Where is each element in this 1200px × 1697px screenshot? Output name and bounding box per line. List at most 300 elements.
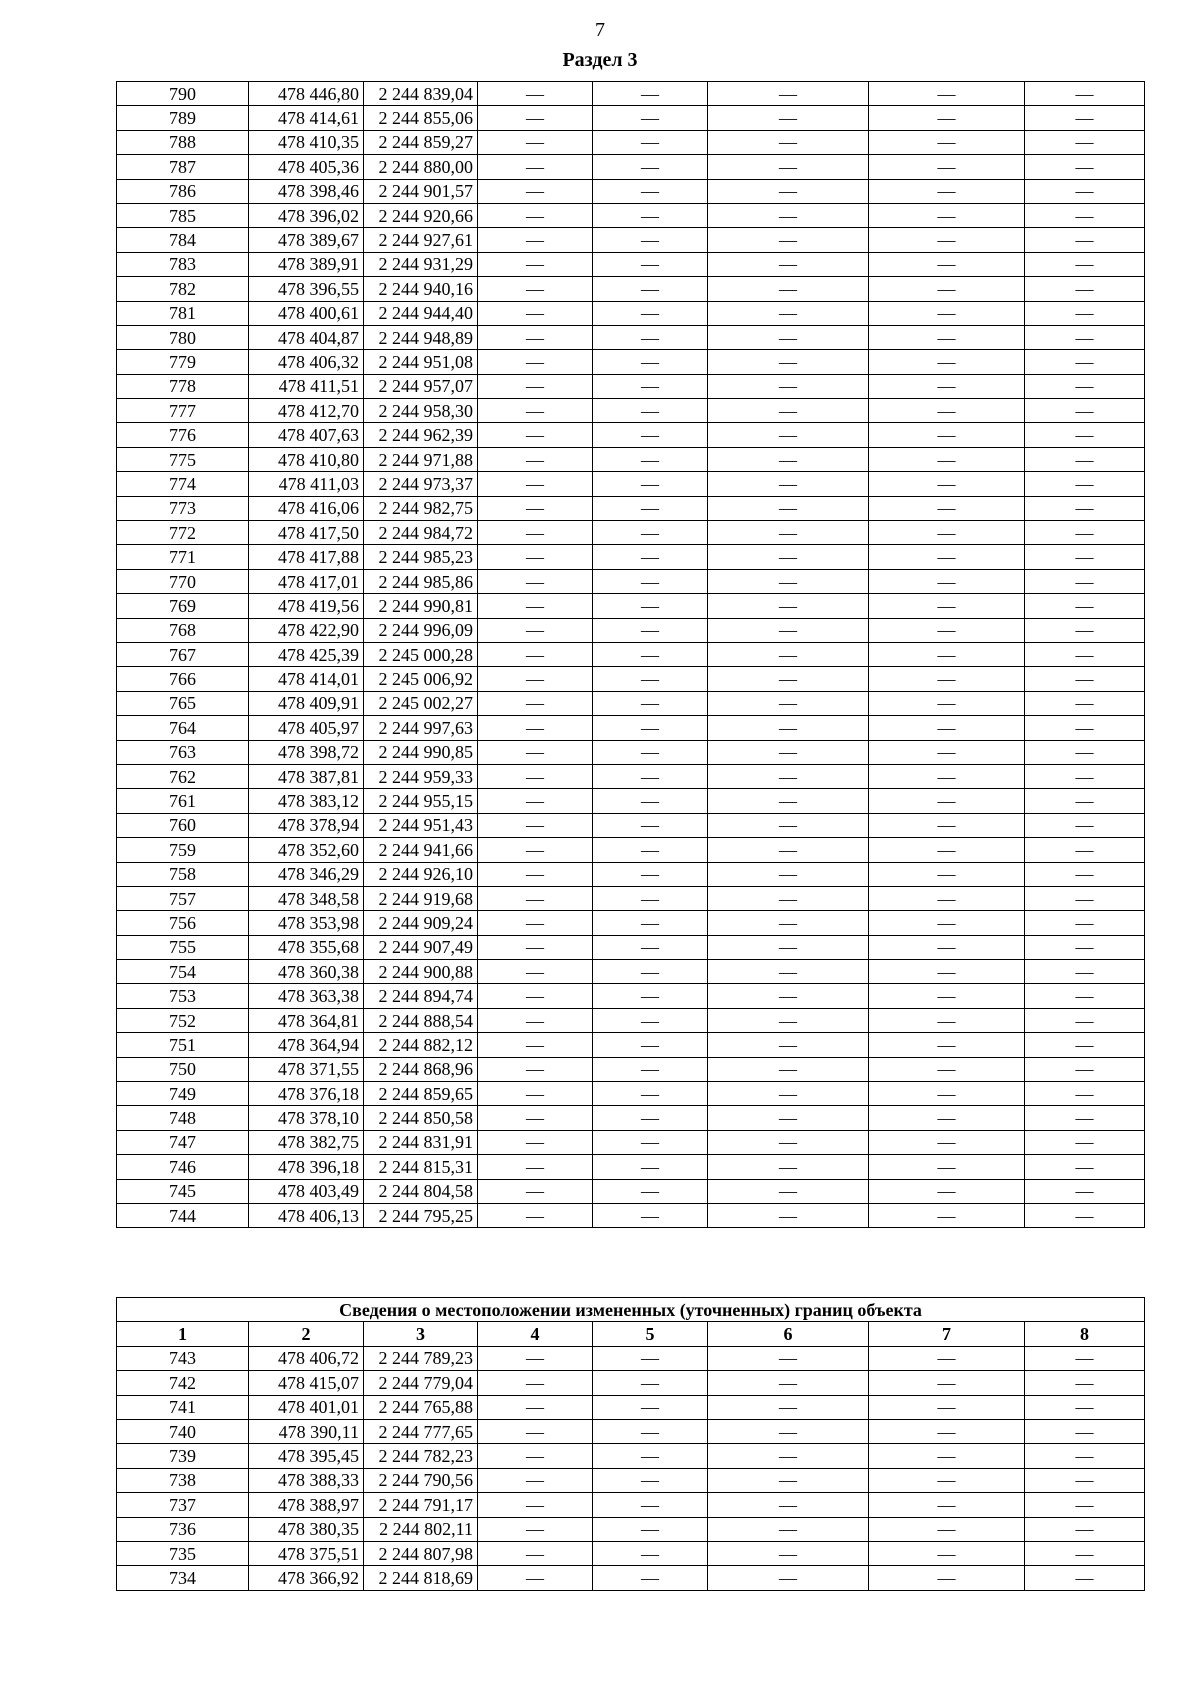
table-row	[117, 1082, 1145, 1106]
empty-value-cell: —	[1025, 716, 1145, 740]
point-number-cell: 755	[117, 935, 249, 959]
y-coordinate-cell: 2 244 882,12	[364, 1033, 478, 1057]
empty-value-cell: —	[869, 911, 1025, 935]
empty-value-cell: —	[869, 472, 1025, 496]
empty-value-cell: —	[593, 545, 708, 569]
empty-value-cell: —	[1025, 374, 1145, 398]
table-row	[117, 1493, 1145, 1517]
x-coordinate-cell: 478 396,02	[249, 203, 364, 227]
empty-value-cell: —	[593, 1541, 708, 1565]
empty-value-cell: —	[593, 325, 708, 349]
empty-value-cell: —	[478, 1033, 593, 1057]
x-coordinate-cell: 478 378,10	[249, 1106, 364, 1130]
empty-value-cell: —	[708, 1033, 869, 1057]
y-coordinate-cell: 2 244 791,17	[364, 1493, 478, 1517]
point-number-cell: 771	[117, 545, 249, 569]
x-coordinate-cell: 478 348,58	[249, 886, 364, 910]
empty-value-cell: —	[708, 740, 869, 764]
point-number-cell: 773	[117, 496, 249, 520]
empty-value-cell: —	[708, 1106, 869, 1130]
y-coordinate-cell: 2 244 984,72	[364, 521, 478, 545]
table-row	[117, 203, 1145, 227]
empty-value-cell: —	[478, 228, 593, 252]
empty-value-cell: —	[869, 1179, 1025, 1203]
x-coordinate-cell: 478 380,35	[249, 1517, 364, 1541]
empty-value-cell: —	[869, 423, 1025, 447]
empty-value-cell: —	[1025, 838, 1145, 862]
empty-value-cell: —	[869, 521, 1025, 545]
empty-value-cell: —	[869, 642, 1025, 666]
point-number-cell: 761	[117, 789, 249, 813]
empty-value-cell: —	[708, 228, 869, 252]
empty-value-cell: —	[593, 569, 708, 593]
point-number-cell: 748	[117, 1106, 249, 1130]
empty-value-cell: —	[1025, 155, 1145, 179]
point-number-cell: 734	[117, 1566, 249, 1590]
empty-value-cell: —	[1025, 228, 1145, 252]
point-number-cell: 756	[117, 911, 249, 935]
empty-value-cell: —	[478, 740, 593, 764]
point-number-cell: 786	[117, 179, 249, 203]
empty-value-cell: —	[869, 325, 1025, 349]
table-row	[117, 740, 1145, 764]
empty-value-cell: —	[593, 350, 708, 374]
empty-value-cell: —	[478, 569, 593, 593]
empty-value-cell: —	[1025, 1106, 1145, 1130]
table-row	[117, 642, 1145, 666]
x-coordinate-cell: 478 416,06	[249, 496, 364, 520]
empty-value-cell: —	[593, 911, 708, 935]
empty-value-cell: —	[869, 1155, 1025, 1179]
empty-value-cell: —	[708, 1371, 869, 1395]
point-number-cell: 739	[117, 1444, 249, 1468]
y-coordinate-cell: 2 244 850,58	[364, 1106, 478, 1130]
point-number-cell: 775	[117, 447, 249, 471]
table-row	[117, 1395, 1145, 1419]
column-number: 6	[708, 1322, 869, 1346]
empty-value-cell: —	[478, 130, 593, 154]
y-coordinate-cell: 2 244 868,96	[364, 1057, 478, 1081]
point-number-cell: 735	[117, 1541, 249, 1565]
empty-value-cell: —	[1025, 594, 1145, 618]
empty-value-cell: —	[593, 228, 708, 252]
empty-value-cell: —	[869, 203, 1025, 227]
empty-value-cell: —	[869, 1419, 1025, 1443]
y-coordinate-cell: 2 244 900,88	[364, 960, 478, 984]
empty-value-cell: —	[708, 399, 869, 423]
empty-value-cell: —	[708, 935, 869, 959]
y-coordinate-cell: 2 244 962,39	[364, 423, 478, 447]
table-row	[117, 521, 1145, 545]
x-coordinate-cell: 478 400,61	[249, 301, 364, 325]
empty-value-cell: —	[1025, 813, 1145, 837]
page-number: 7	[595, 19, 605, 41]
empty-value-cell: —	[708, 496, 869, 520]
empty-value-cell: —	[708, 862, 869, 886]
y-coordinate-cell: 2 244 948,89	[364, 325, 478, 349]
empty-value-cell: —	[478, 716, 593, 740]
empty-value-cell: —	[869, 716, 1025, 740]
empty-value-cell: —	[869, 350, 1025, 374]
x-coordinate-cell: 478 376,18	[249, 1082, 364, 1106]
empty-value-cell: —	[708, 179, 869, 203]
empty-value-cell: —	[708, 1541, 869, 1565]
empty-value-cell: —	[708, 155, 869, 179]
table-row	[117, 325, 1145, 349]
table-row	[117, 1106, 1145, 1130]
empty-value-cell: —	[1025, 252, 1145, 276]
changed-boundaries-table-body	[117, 1346, 1145, 1590]
empty-value-cell: —	[478, 106, 593, 130]
empty-value-cell: —	[869, 179, 1025, 203]
empty-value-cell: —	[708, 1419, 869, 1443]
x-coordinate-cell: 478 387,81	[249, 764, 364, 788]
empty-value-cell: —	[869, 1371, 1025, 1395]
point-number-cell: 767	[117, 642, 249, 666]
empty-value-cell: —	[593, 1493, 708, 1517]
point-number-cell: 782	[117, 277, 249, 301]
empty-value-cell: —	[869, 301, 1025, 325]
table-row	[117, 838, 1145, 862]
x-coordinate-cell: 478 363,38	[249, 984, 364, 1008]
empty-value-cell: —	[478, 886, 593, 910]
table-row	[117, 155, 1145, 179]
point-number-cell: 752	[117, 1008, 249, 1032]
point-number-cell: 745	[117, 1179, 249, 1203]
empty-value-cell: —	[708, 789, 869, 813]
empty-value-cell: —	[869, 618, 1025, 642]
empty-value-cell: —	[593, 813, 708, 837]
empty-value-cell: —	[708, 1179, 869, 1203]
empty-value-cell: —	[478, 277, 593, 301]
empty-value-cell: —	[593, 1082, 708, 1106]
point-number-cell: 777	[117, 399, 249, 423]
y-coordinate-cell: 2 244 859,27	[364, 130, 478, 154]
table-row	[117, 350, 1145, 374]
empty-value-cell: —	[478, 252, 593, 276]
empty-value-cell: —	[1025, 1346, 1145, 1370]
x-coordinate-cell: 478 346,29	[249, 862, 364, 886]
empty-value-cell: —	[593, 301, 708, 325]
y-coordinate-cell: 2 244 831,91	[364, 1130, 478, 1154]
y-coordinate-cell: 2 244 839,04	[364, 82, 478, 106]
table-row	[117, 984, 1145, 1008]
table-row	[117, 106, 1145, 130]
empty-value-cell: —	[593, 423, 708, 447]
empty-value-cell: —	[593, 862, 708, 886]
empty-value-cell: —	[708, 1082, 869, 1106]
empty-value-cell: —	[869, 1395, 1025, 1419]
y-coordinate-cell: 2 244 951,43	[364, 813, 478, 837]
empty-value-cell: —	[593, 789, 708, 813]
empty-value-cell: —	[593, 252, 708, 276]
y-coordinate-cell: 2 244 920,66	[364, 203, 478, 227]
empty-value-cell: —	[478, 350, 593, 374]
empty-value-cell: —	[1025, 1130, 1145, 1154]
empty-value-cell: —	[478, 960, 593, 984]
x-coordinate-cell: 478 388,97	[249, 1493, 364, 1517]
empty-value-cell: —	[1025, 1493, 1145, 1517]
x-coordinate-cell: 478 395,45	[249, 1444, 364, 1468]
empty-value-cell: —	[478, 423, 593, 447]
empty-value-cell: —	[1025, 960, 1145, 984]
y-coordinate-cell: 2 244 940,16	[364, 277, 478, 301]
empty-value-cell: —	[478, 618, 593, 642]
point-number-cell: 785	[117, 203, 249, 227]
x-coordinate-cell: 478 388,33	[249, 1468, 364, 1492]
x-coordinate-cell: 478 389,91	[249, 252, 364, 276]
empty-value-cell: —	[478, 642, 593, 666]
empty-value-cell: —	[1025, 1203, 1145, 1227]
point-number-cell: 788	[117, 130, 249, 154]
empty-value-cell: —	[478, 1130, 593, 1154]
empty-value-cell: —	[1025, 642, 1145, 666]
table-row	[117, 496, 1145, 520]
x-coordinate-cell: 478 417,01	[249, 569, 364, 593]
empty-value-cell: —	[478, 1155, 593, 1179]
table-row	[117, 1517, 1145, 1541]
empty-value-cell: —	[708, 1566, 869, 1590]
empty-value-cell: —	[708, 594, 869, 618]
empty-value-cell: —	[593, 203, 708, 227]
empty-value-cell: —	[593, 740, 708, 764]
y-coordinate-cell: 2 244 955,15	[364, 789, 478, 813]
x-coordinate-cell: 478 410,80	[249, 447, 364, 471]
x-coordinate-cell: 478 409,91	[249, 691, 364, 715]
empty-value-cell: —	[1025, 984, 1145, 1008]
empty-value-cell: —	[1025, 399, 1145, 423]
table-row	[117, 82, 1145, 106]
empty-value-cell: —	[1025, 203, 1145, 227]
empty-value-cell: —	[593, 1566, 708, 1590]
empty-value-cell: —	[593, 155, 708, 179]
column-number-row	[117, 1322, 1145, 1346]
empty-value-cell: —	[708, 374, 869, 398]
y-coordinate-cell: 2 244 957,07	[364, 374, 478, 398]
y-coordinate-cell: 2 244 990,81	[364, 594, 478, 618]
empty-value-cell: —	[1025, 447, 1145, 471]
y-coordinate-cell: 2 244 804,58	[364, 1179, 478, 1203]
empty-value-cell: —	[478, 1468, 593, 1492]
empty-value-cell: —	[1025, 691, 1145, 715]
point-number-cell: 783	[117, 252, 249, 276]
x-coordinate-cell: 478 405,97	[249, 716, 364, 740]
empty-value-cell: —	[1025, 423, 1145, 447]
empty-value-cell: —	[869, 1130, 1025, 1154]
empty-value-cell: —	[708, 1493, 869, 1517]
empty-value-cell: —	[1025, 1179, 1145, 1203]
point-number-cell: 760	[117, 813, 249, 837]
y-coordinate-cell: 2 244 959,33	[364, 764, 478, 788]
empty-value-cell: —	[708, 886, 869, 910]
table-row	[117, 277, 1145, 301]
empty-value-cell: —	[478, 1371, 593, 1395]
empty-value-cell: —	[593, 935, 708, 959]
empty-value-cell: —	[593, 374, 708, 398]
empty-value-cell: —	[593, 106, 708, 130]
x-coordinate-cell: 478 353,98	[249, 911, 364, 935]
table-row	[117, 862, 1145, 886]
empty-value-cell: —	[869, 155, 1025, 179]
table-row	[117, 1371, 1145, 1395]
x-coordinate-cell: 478 403,49	[249, 1179, 364, 1203]
y-coordinate-cell: 2 244 982,75	[364, 496, 478, 520]
empty-value-cell: —	[708, 325, 869, 349]
empty-value-cell: —	[869, 252, 1025, 276]
y-coordinate-cell: 2 244 985,86	[364, 569, 478, 593]
empty-value-cell: —	[869, 740, 1025, 764]
empty-value-cell: —	[593, 1179, 708, 1203]
y-coordinate-cell: 2 244 765,88	[364, 1395, 478, 1419]
coordinates-table-continued	[116, 81, 1145, 1228]
empty-value-cell: —	[593, 1130, 708, 1154]
empty-value-cell: —	[593, 1468, 708, 1492]
x-coordinate-cell: 478 355,68	[249, 935, 364, 959]
empty-value-cell: —	[1025, 935, 1145, 959]
empty-value-cell: —	[869, 399, 1025, 423]
empty-value-cell: —	[1025, 1155, 1145, 1179]
empty-value-cell: —	[593, 642, 708, 666]
x-coordinate-cell: 478 446,80	[249, 82, 364, 106]
x-coordinate-cell: 478 382,75	[249, 1130, 364, 1154]
y-coordinate-cell: 2 244 779,04	[364, 1371, 478, 1395]
y-coordinate-cell: 2 244 880,00	[364, 155, 478, 179]
empty-value-cell: —	[1025, 472, 1145, 496]
empty-value-cell: —	[1025, 764, 1145, 788]
empty-value-cell: —	[708, 960, 869, 984]
empty-value-cell: —	[478, 155, 593, 179]
empty-value-cell: —	[478, 1566, 593, 1590]
empty-value-cell: —	[593, 1346, 708, 1370]
empty-value-cell: —	[869, 228, 1025, 252]
x-coordinate-cell: 478 352,60	[249, 838, 364, 862]
empty-value-cell: —	[869, 1106, 1025, 1130]
empty-value-cell: —	[869, 374, 1025, 398]
empty-value-cell: —	[1025, 886, 1145, 910]
y-coordinate-cell: 2 244 941,66	[364, 838, 478, 862]
table-row	[117, 1155, 1145, 1179]
empty-value-cell: —	[478, 521, 593, 545]
x-coordinate-cell: 478 422,90	[249, 618, 364, 642]
empty-value-cell: —	[478, 374, 593, 398]
x-coordinate-cell: 478 417,50	[249, 521, 364, 545]
column-number: 5	[593, 1322, 708, 1346]
table-row	[117, 569, 1145, 593]
empty-value-cell: —	[1025, 740, 1145, 764]
point-number-cell: 765	[117, 691, 249, 715]
point-number-cell: 762	[117, 764, 249, 788]
y-coordinate-cell: 2 244 931,29	[364, 252, 478, 276]
empty-value-cell: —	[708, 82, 869, 106]
empty-value-cell: —	[478, 667, 593, 691]
empty-value-cell: —	[708, 813, 869, 837]
empty-value-cell: —	[1025, 1517, 1145, 1541]
point-number-cell: 770	[117, 569, 249, 593]
x-coordinate-cell: 478 407,63	[249, 423, 364, 447]
empty-value-cell: —	[869, 1203, 1025, 1227]
empty-value-cell: —	[478, 1082, 593, 1106]
empty-value-cell: —	[478, 179, 593, 203]
column-number: 8	[1025, 1322, 1145, 1346]
point-number-cell: 744	[117, 1203, 249, 1227]
empty-value-cell: —	[478, 838, 593, 862]
empty-value-cell: —	[1025, 1371, 1145, 1395]
empty-value-cell: —	[708, 764, 869, 788]
y-coordinate-cell: 2 244 927,61	[364, 228, 478, 252]
empty-value-cell: —	[478, 545, 593, 569]
y-coordinate-cell: 2 244 815,31	[364, 1155, 478, 1179]
point-number-cell: 772	[117, 521, 249, 545]
empty-value-cell: —	[708, 521, 869, 545]
empty-value-cell: —	[478, 82, 593, 106]
empty-value-cell: —	[593, 1203, 708, 1227]
table-row	[117, 301, 1145, 325]
point-number-cell: 778	[117, 374, 249, 398]
y-coordinate-cell: 2 245 002,27	[364, 691, 478, 715]
point-number-cell: 736	[117, 1517, 249, 1541]
x-coordinate-cell: 478 364,94	[249, 1033, 364, 1057]
point-number-cell: 741	[117, 1395, 249, 1419]
empty-value-cell: —	[593, 1106, 708, 1130]
empty-value-cell: —	[478, 789, 593, 813]
table-caption-row	[117, 1298, 1145, 1322]
column-number: 1	[117, 1322, 249, 1346]
empty-value-cell: —	[593, 838, 708, 862]
table-row	[117, 130, 1145, 154]
table-row	[117, 447, 1145, 471]
empty-value-cell: —	[593, 886, 708, 910]
empty-value-cell: —	[1025, 179, 1145, 203]
table-caption: Сведения о местоположении измененных (уточненных) границ объекта	[117, 1298, 1145, 1322]
point-number-cell: 768	[117, 618, 249, 642]
table-row	[117, 813, 1145, 837]
column-number: 4	[478, 1322, 593, 1346]
y-coordinate-cell: 2 244 901,57	[364, 179, 478, 203]
empty-value-cell: —	[593, 618, 708, 642]
empty-value-cell: —	[478, 911, 593, 935]
empty-value-cell: —	[1025, 667, 1145, 691]
empty-value-cell: —	[478, 691, 593, 715]
empty-value-cell: —	[708, 106, 869, 130]
point-number-cell: 790	[117, 82, 249, 106]
point-number-cell: 743	[117, 1346, 249, 1370]
y-coordinate-cell: 2 244 894,74	[364, 984, 478, 1008]
y-coordinate-cell: 2 244 919,68	[364, 886, 478, 910]
empty-value-cell: —	[593, 1517, 708, 1541]
empty-value-cell: —	[1025, 1057, 1145, 1081]
x-coordinate-cell: 478 404,87	[249, 325, 364, 349]
empty-value-cell: —	[708, 1008, 869, 1032]
y-coordinate-cell: 2 244 802,11	[364, 1517, 478, 1541]
point-number-cell: 774	[117, 472, 249, 496]
empty-value-cell: —	[593, 667, 708, 691]
empty-value-cell: —	[478, 935, 593, 959]
empty-value-cell: —	[478, 1493, 593, 1517]
empty-value-cell: —	[1025, 130, 1145, 154]
empty-value-cell: —	[708, 1203, 869, 1227]
table-row	[117, 423, 1145, 447]
empty-value-cell: —	[593, 1057, 708, 1081]
empty-value-cell: —	[1025, 325, 1145, 349]
empty-value-cell: —	[708, 1155, 869, 1179]
empty-value-cell: —	[478, 1106, 593, 1130]
x-coordinate-cell: 478 406,32	[249, 350, 364, 374]
empty-value-cell: —	[708, 691, 869, 715]
point-number-cell: 784	[117, 228, 249, 252]
empty-value-cell: —	[1025, 1008, 1145, 1032]
empty-value-cell: —	[478, 1008, 593, 1032]
y-coordinate-cell: 2 244 855,06	[364, 106, 478, 130]
